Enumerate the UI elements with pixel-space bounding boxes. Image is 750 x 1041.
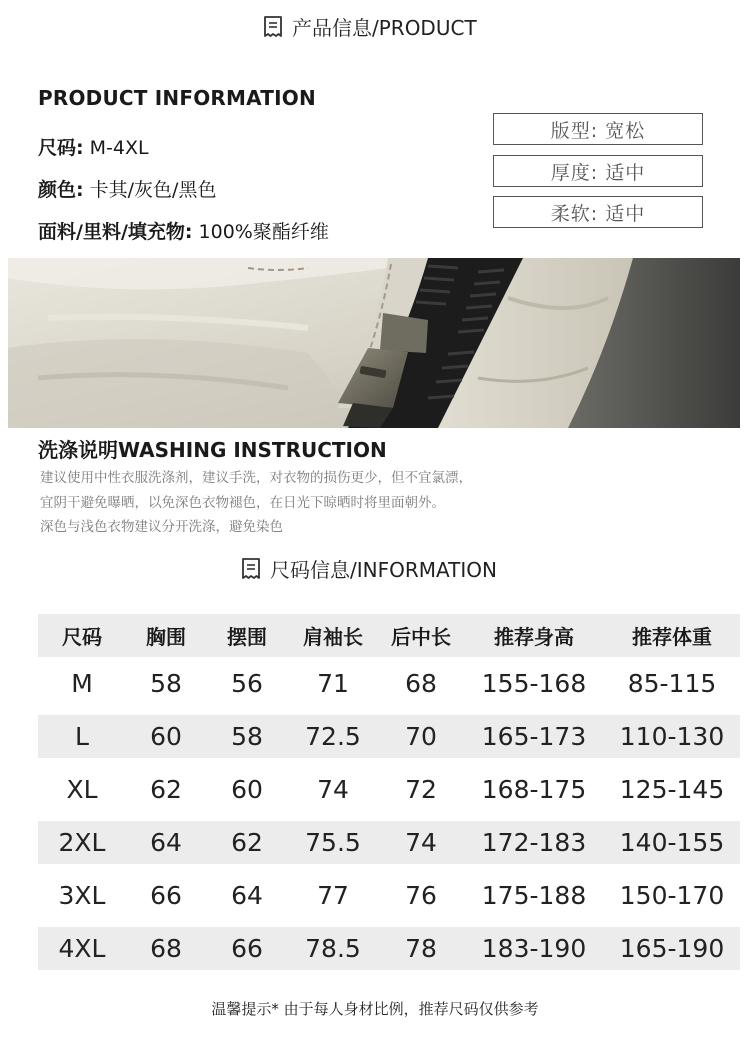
table-cell: L — [75, 722, 89, 751]
color-row — [38, 175, 216, 202]
header-cell: 胸围 — [146, 625, 186, 649]
table-cell: 168-175 — [481, 775, 587, 804]
table-row — [38, 768, 740, 811]
table-cell: 78.5 — [305, 934, 361, 963]
table-cell: 75.5 — [305, 828, 361, 857]
fit-property-box: 版型: 宽松 — [493, 113, 703, 145]
table-cell: 58 — [150, 669, 182, 698]
header-cell: 尺码 — [62, 625, 102, 649]
washing-title: 洗涤说明WASHING INSTRUCTION — [38, 438, 387, 462]
size-value: M-4XL — [83, 137, 149, 159]
zipper-detail-photo — [8, 258, 740, 428]
softness-property-box: 柔软: 适中 — [493, 196, 703, 228]
table-cell: 62 — [231, 828, 263, 857]
header-cell: 后中长 — [391, 625, 451, 649]
table-cell: 74 — [405, 828, 437, 857]
document-icon — [262, 15, 284, 39]
table-cell: 85-115 — [627, 669, 717, 698]
header-cell: 推荐体重 — [632, 625, 712, 649]
header-cell: 推荐身高 — [494, 625, 574, 649]
table-cell: XL — [66, 775, 98, 804]
table-row — [38, 662, 740, 705]
washing-line: 深色与浅色衣物建议分开洗涤，避免染色 — [40, 519, 283, 535]
table-cell: 77 — [317, 881, 349, 910]
table-cell: 150-170 — [619, 881, 725, 910]
table-cell: 183-190 — [481, 934, 587, 963]
table-cell: 74 — [317, 775, 349, 804]
table-cell: 68 — [150, 934, 182, 963]
footer-note: 温馨提示* 由于每人身材比例，推荐尺码仅供参考 — [211, 1000, 539, 1018]
table-cell: 165-190 — [619, 934, 725, 963]
material-value: 100%聚酯纤维 — [192, 221, 329, 243]
table-cell: 64 — [150, 828, 182, 857]
table-row — [38, 821, 740, 864]
table-cell: 76 — [405, 881, 437, 910]
table-cell: 4XL — [58, 934, 106, 963]
product-section-header — [262, 12, 477, 41]
table-cell: 66 — [150, 881, 182, 910]
table-cell: 68 — [405, 669, 437, 698]
table-cell: 172-183 — [481, 828, 587, 857]
document-icon — [240, 557, 262, 581]
table-cell: 64 — [231, 881, 263, 910]
header-cell: 肩袖长 — [303, 625, 363, 649]
material-row — [38, 217, 329, 244]
color-label: 颜色: — [38, 179, 84, 201]
table-cell: 125-145 — [619, 775, 725, 804]
product-section-title: 产品信息/PRODUCT — [292, 16, 477, 40]
table-cell: M — [71, 669, 93, 698]
product-info-title: PRODUCT INFORMATION — [38, 86, 316, 110]
header-cell: 摆围 — [227, 625, 267, 649]
table-cell: 155-168 — [481, 669, 587, 698]
table-cell: 3XL — [58, 881, 106, 910]
table-cell: 110-130 — [619, 722, 725, 751]
table-cell: 2XL — [58, 828, 106, 857]
table-cell: 60 — [150, 722, 182, 751]
table-cell: 72 — [405, 775, 437, 804]
table-cell: 60 — [231, 775, 263, 804]
table-cell: 78 — [405, 934, 437, 963]
table-cell: 72.5 — [305, 722, 361, 751]
washing-line: 建议使用中性衣服洗涤剂，建议手洗，对衣物的损伤更少，但不宜氯漂， — [40, 470, 472, 486]
table-cell: 71 — [317, 669, 349, 698]
color-value: 卡其/灰色/黑色 — [83, 179, 217, 201]
table-header-row — [38, 614, 740, 657]
thickness-property-box: 厚度: 适中 — [493, 155, 703, 187]
washing-line: 宜阴干避免曝晒，以免深色衣物褪色，在日光下晾晒时将里面朝外。 — [40, 495, 445, 511]
table-row — [38, 927, 740, 970]
size-section-header — [240, 554, 497, 583]
table-cell: 62 — [150, 775, 182, 804]
table-cell: 66 — [231, 934, 263, 963]
table-cell: 165-173 — [481, 722, 587, 751]
table-cell: 56 — [231, 669, 263, 698]
size-label: 尺码: — [38, 137, 84, 159]
table-cell: 58 — [231, 722, 263, 751]
table-cell: 175-188 — [481, 881, 587, 910]
material-label: 面料/里料/填充物: — [38, 221, 193, 243]
table-cell: 140-155 — [619, 828, 725, 857]
size-section-title: 尺码信息/INFORMATION — [270, 558, 497, 582]
table-row — [38, 874, 740, 917]
table-cell: 70 — [405, 722, 437, 751]
table-row — [38, 715, 740, 758]
size-range-row — [38, 133, 149, 160]
